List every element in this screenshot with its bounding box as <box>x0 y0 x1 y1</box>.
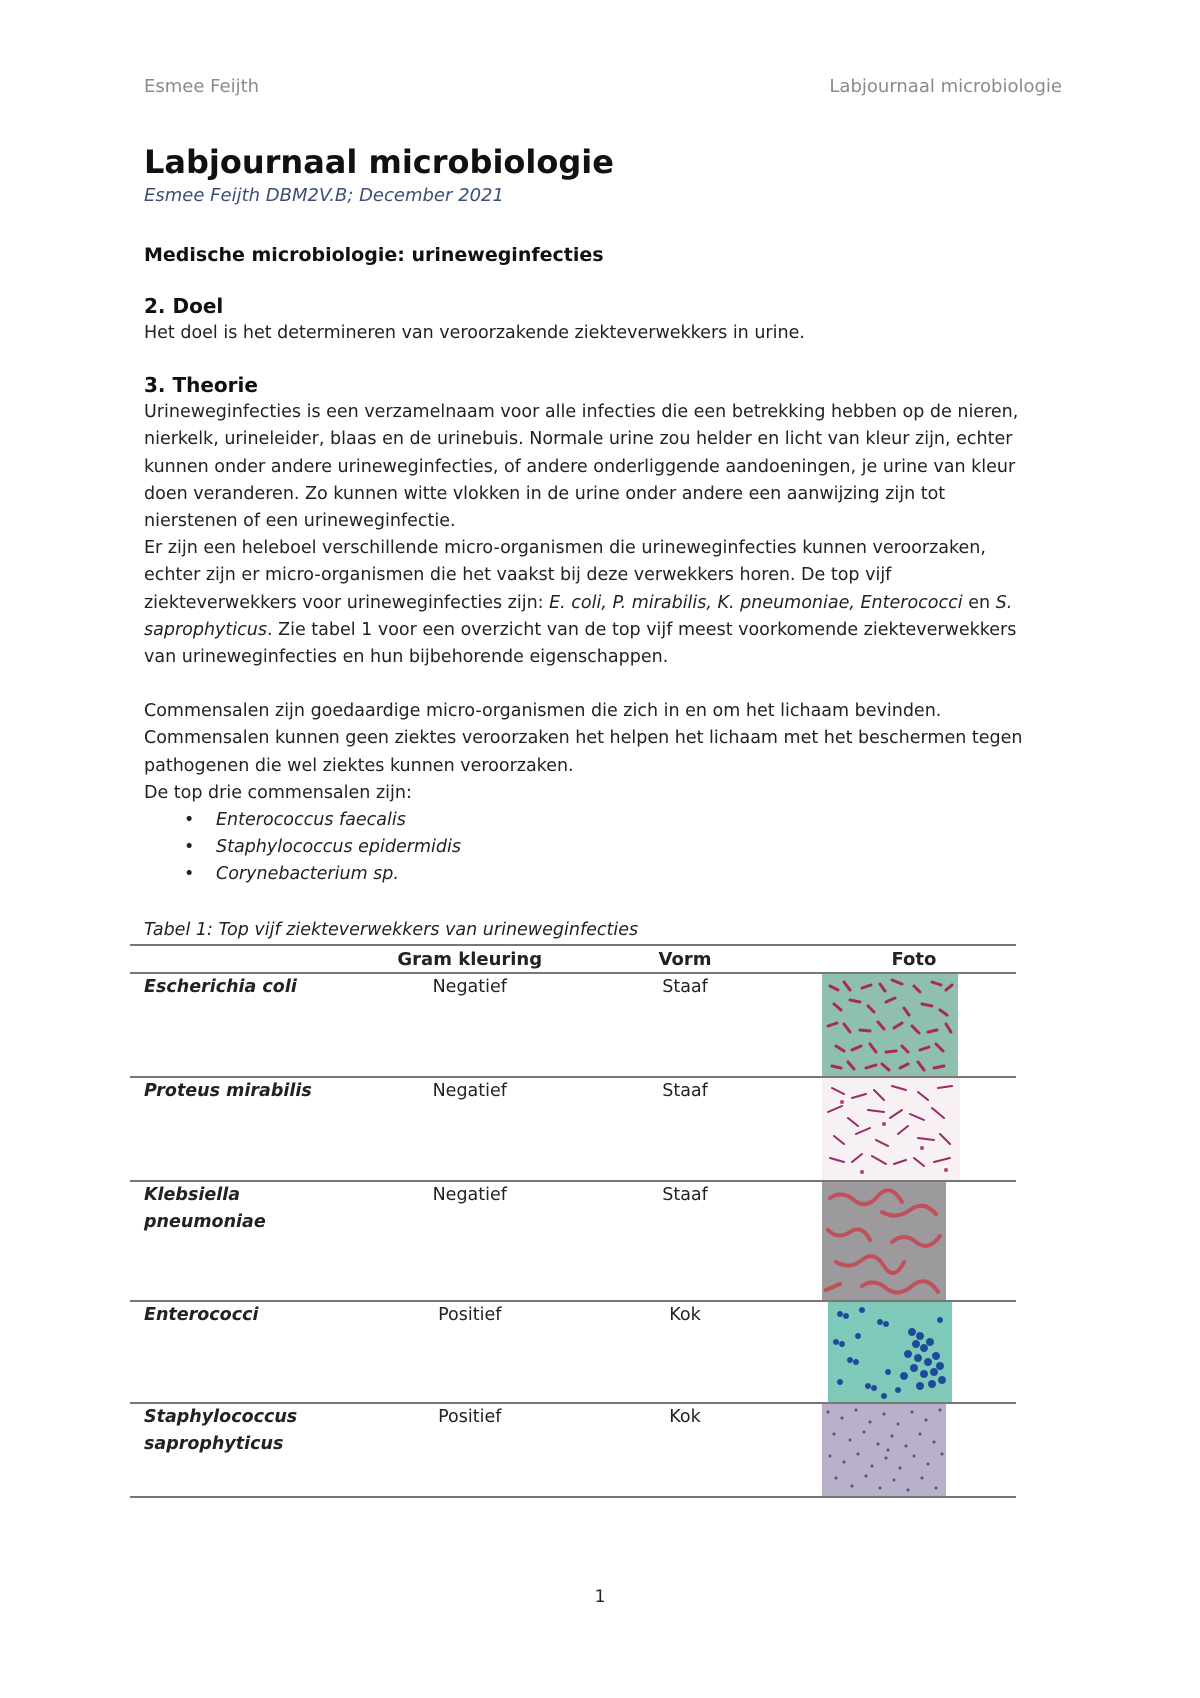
commensal-line: De top drie commensalen zijn: <box>144 782 412 803</box>
table-caption: Tabel 1: Top vijf ziekteverwekkers van urineweginfecties <box>144 919 639 940</box>
page-number: 1 <box>594 1587 606 1607</box>
table-row <box>130 1077 1016 1181</box>
gram-stain: Negatief <box>381 973 558 1077</box>
theorie-line: kunnen onder andere urineweginfecties, of andere onderliggende aandoeningen, je urine van kleur <box>144 456 1016 477</box>
e-coli-micrograph <box>822 974 958 1076</box>
organism-name-line: Enterococci <box>144 1304 259 1325</box>
gram-stain: Positief <box>381 1301 558 1403</box>
shape: Staaf <box>558 1077 812 1181</box>
section-heading: Medische microbiologie: urineweginfecties <box>144 244 604 266</box>
pathogen-table <box>130 944 1016 1498</box>
theorie-line: van urineweginfecties en hun bijbehorende eigenschappen. <box>144 647 669 668</box>
column-header <box>130 945 381 973</box>
list-item <box>184 861 1044 888</box>
table-header-row <box>130 945 1016 973</box>
document-subtitle: Esmee Feijth DBM2V.B; December 2021 <box>144 185 504 206</box>
organism-name-line: Staphylococcus <box>144 1406 298 1427</box>
column-header: Gram kleuring <box>381 945 558 973</box>
table-row <box>130 1403 1016 1497</box>
theorie-line: echter zijn er micro-organismen die het vaakst bij deze verwekkers horen. De top vijf <box>144 565 892 586</box>
enterococci-micrograph <box>828 1302 952 1402</box>
commensal-line: Commensalen kunnen geen ziektes veroorzaken het helpen het lichaam met het beschermen tegen <box>144 728 1023 749</box>
document-title: Labjournaal microbiologie <box>144 143 614 181</box>
theorie-heading: 3. Theorie <box>144 373 258 398</box>
organism-name <box>130 1181 381 1301</box>
photo-cell <box>812 1077 1016 1181</box>
photo-cell <box>812 1181 1016 1301</box>
theorie-line: Urineweginfecties is een verzamelnaam voor alle infecties die een betrekking hebben op de nieren, <box>144 402 1019 423</box>
theorie-line: Er zijn een heleboel verschillende micro-organismen die urineweginfecties kunnen veroorzaken, <box>144 538 986 559</box>
table-row <box>130 1301 1016 1403</box>
theorie-line: nierstenen of een urineweginfectie. <box>144 511 456 532</box>
text-run: en <box>962 592 996 613</box>
proteus-micrograph <box>822 1078 960 1180</box>
organism-name-line: Klebsiella <box>144 1184 241 1205</box>
organism-name-line: Escherichia coli <box>144 976 297 997</box>
shape: Staaf <box>558 973 812 1077</box>
staphylococcus-micrograph <box>822 1404 946 1496</box>
gram-stain: Positief <box>381 1403 558 1497</box>
bullet-icon: • <box>184 864 195 885</box>
organism-name <box>130 1077 381 1181</box>
theorie-line-pathogens <box>144 590 1044 617</box>
column-header: Vorm <box>558 945 812 973</box>
organism-name-line: saprophyticus <box>144 1433 284 1454</box>
gram-stain: Negatief <box>381 1077 558 1181</box>
bullet-icon: • <box>184 810 195 831</box>
list-item-label: Staphylococcus epidermidis <box>216 837 461 858</box>
organism-name-line: pneumoniae <box>144 1211 266 1232</box>
column-header: Foto <box>812 945 1016 973</box>
photo-cell <box>812 973 1016 1077</box>
table-row <box>130 1181 1016 1301</box>
text-run: . Zie tabel 1 voor een overzicht van de top vijf meest voorkomende ziekteverwekkers <box>266 619 1017 640</box>
list-item-label: Enterococcus faecalis <box>216 810 406 831</box>
pathogen-name: saprophyticus <box>144 619 267 640</box>
doel-heading: 2. Doel <box>144 294 224 318</box>
list-item <box>184 807 1044 834</box>
shape: Kok <box>558 1301 812 1403</box>
commensal-line: pathogenen die wel ziektes kunnen veroorzaken. <box>144 755 574 776</box>
gram-stain: Negatief <box>381 1181 558 1301</box>
theorie-line-table-ref <box>144 617 1044 644</box>
organism-name <box>130 1301 381 1403</box>
theorie-line: nierkelk, urineleider, blaas en de urinebuis. Normale urine zou helder en licht van kleur zijn, echter <box>144 429 1013 450</box>
theorie-line: doen veranderen. Zo kunnen witte vlokken in de urine onder andere een aanwijzing zijn tot <box>144 483 946 504</box>
pathogen-name: S. <box>995 592 1013 613</box>
organism-name-line: Proteus mirabilis <box>144 1080 312 1101</box>
list-item-label: Corynebacterium sp. <box>216 864 399 885</box>
commensal-line: Commensalen zijn goedaardige micro-organismen die zich in en om het lichaam bevinden. <box>144 701 942 722</box>
shape: Staaf <box>558 1181 812 1301</box>
header-title: Labjournaal microbiologie <box>829 76 1062 97</box>
photo-cell <box>812 1403 1016 1497</box>
table-row <box>130 973 1016 1077</box>
doel-text: Het doel is het determineren van veroorzakende ziekteverwekkers in urine. <box>144 323 805 343</box>
organism-name <box>130 1403 381 1497</box>
photo-cell <box>812 1301 1016 1403</box>
bullet-icon: • <box>184 837 195 858</box>
text-run: ziekteverwekkers voor urineweginfecties zijn: <box>144 592 550 613</box>
klebsiella-micrograph <box>822 1182 946 1300</box>
header-author: Esmee Feijth <box>144 76 260 97</box>
document-body <box>144 142 1044 1498</box>
organism-name <box>130 973 381 1077</box>
list-item <box>184 834 1044 861</box>
pathogen-names: E. coli, P. mirabilis, K. pneumoniae, Enterococci <box>549 592 963 613</box>
commensal-list <box>144 807 1044 889</box>
shape: Kok <box>558 1403 812 1497</box>
